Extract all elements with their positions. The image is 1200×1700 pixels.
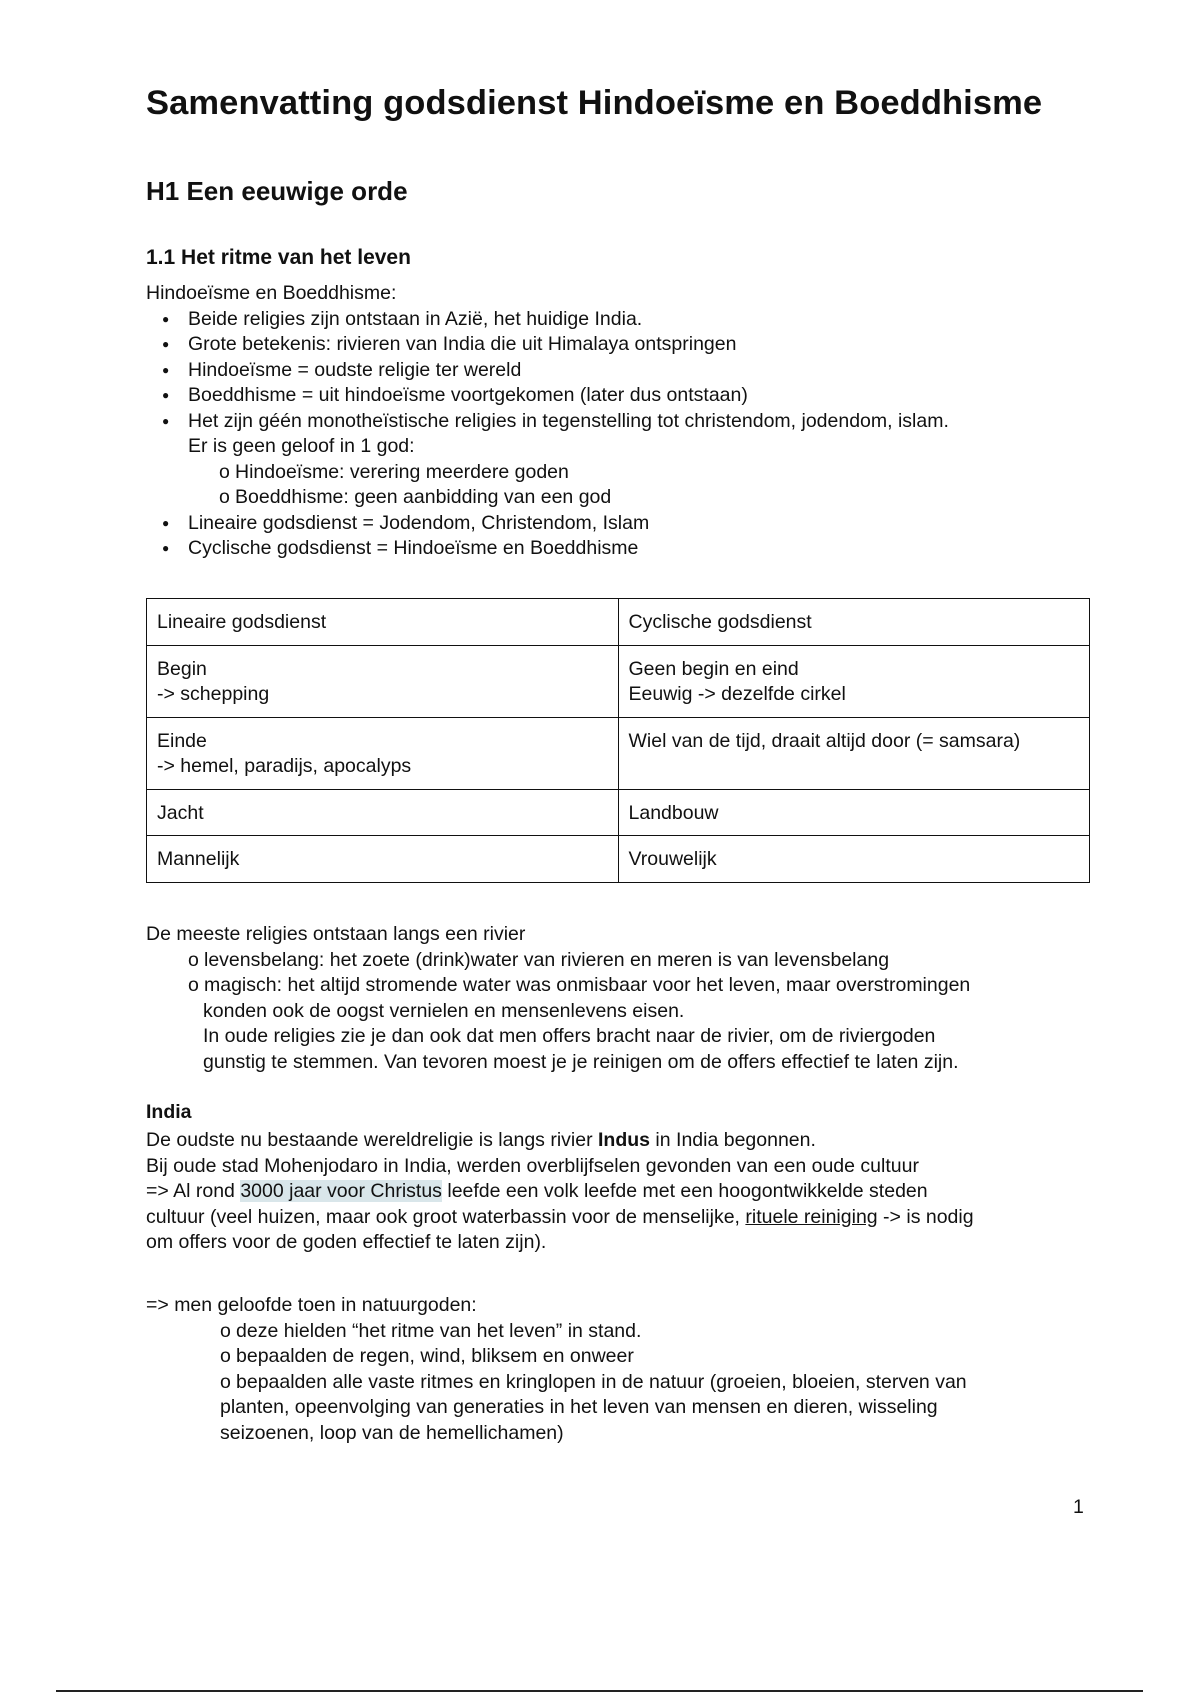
list-item: ● Hindoeïsme = oudste religie ter wereld [146,358,1091,384]
india-line: => Al rond 3000 jaar voor Christus leefde een volk leefde met een hoogontwikkelde steden [146,1180,928,1202]
table-cell: Wiel van de tijd, draait altijd door (= samsara) [618,717,1090,789]
underlined-text: rituele reiniging [745,1205,878,1228]
rivers-item-line: konden ook de oogst vernielen en mensenlevens eisen. [203,999,685,1022]
page-divider [56,1690,1143,1692]
chapter-heading: H1 Een eeuwige orde [146,176,408,206]
highlighted-text: 3000 jaar voor Christus [240,1180,442,1202]
table-cell: Geen begin en eind Eeuwig -> dezelfde cirkel [618,645,1090,717]
list-item: ● Cyclische godsdienst = Hindoeïsme en Boeddhisme [146,536,1091,562]
document-title: Samenvatting godsdienst Hindoeïsme en Boeddhisme [146,84,1043,122]
table-cell: Begin -> schepping [147,645,619,717]
india-heading: India [146,1101,192,1123]
rivers-item-line: In oude religies zie je dan ook dat men offers bracht naar de rivier, om de riviergoden [203,1025,936,1047]
india-line: cultuur (veel huizen, maar ook groot waterbassin voor de menselijke, rituele reiniging -> is nodig [146,1205,974,1228]
nature-item: o bepaalden alle vaste ritmes en kringlopen in de natuur (groeien, bloeien, sterven van planten, opeenvolging van generaties in het leven van mensen en dieren, wisseling seizoenen, loop van de hemellichamen) [146,1370,1091,1447]
india-line: om offers voor de goden effectief te laten zijn). [146,1231,547,1253]
intro-label: Hindoeïsme en Boeddhisme: [146,282,397,304]
rivers-intro: De meeste religies ontstaan langs een rivier [146,923,526,945]
india-line: De oudste nu bestaande wereldreligie is langs rivier Indus in India begonnen. [146,1129,816,1151]
sub-list-item: o Boeddhisme: geen aanbidding van een god [219,485,1091,511]
rivers-item-line: gunstig te stemmen. Van tevoren moest je je reinigen om de offers effectief te laten zijn. [203,1050,959,1073]
table-row [147,717,1090,789]
india-line: Bij oude stad Mohenjodaro in India, werden overblijfselen gevonden van een oude cultuur [146,1154,919,1177]
table-cell: Cyclische godsdienst [618,599,1090,646]
india-block [146,1128,1091,1256]
rivers-item: o magisch: het altijd stromende water was onmisbaar voor het leven, maar overstromingen [146,973,1091,999]
list-item: ● Boeddhisme = uit hindoeïsme voortgekomen (later dus ontstaan) [146,383,1091,409]
list-item-continuation: Er is geen geloof in 1 god: [188,435,415,457]
intro-block [146,281,1091,562]
table-row [147,836,1090,883]
sub-list-item: o Hindoeïsme: verering meerdere goden [219,460,1091,486]
rivers-item: o levensbelang: het zoete (drink)water van rivieren en meren is van levensbelang [146,948,1091,974]
table-row [147,645,1090,717]
table-row [147,789,1090,836]
bullet-list-1 [146,307,1091,562]
list-item-text: ● Het zijn géén monotheïstische religies in tegenstelling tot christendom, jodendom, islam. [188,409,949,432]
table-cell: Vrouwelijk [618,836,1090,883]
nature-gods-block [146,1293,1091,1446]
rivers-block [146,922,1091,1075]
section-heading: 1.1 Het ritme van het leven [146,246,411,269]
list-item: ● Beide religies zijn ontstaan in Azië, het huidige India. [146,307,1091,333]
table-cell: Jacht [147,789,619,836]
table-cell: Mannelijk [147,836,619,883]
list-item [146,409,1091,511]
comparison-table [146,598,1090,883]
sub-list [188,460,1091,511]
nature-item: o deze hielden “het ritme van het leven” in stand. [146,1319,1091,1345]
nature-intro: => men geloofde toen in natuurgoden: [146,1294,477,1316]
table-row [147,599,1090,646]
table-cell: Lineaire godsdienst [147,599,619,646]
nature-item: o bepaalden de regen, wind, bliksem en onweer [146,1344,1091,1370]
table-cell: Landbouw [618,789,1090,836]
table-cell: Einde -> hemel, paradijs, apocalyps [147,717,619,789]
list-item: ● Lineaire godsdienst = Jodendom, Christendom, Islam [146,511,1091,537]
page-number: 1 [1073,1496,1084,1518]
list-item: ● Grote betekenis: rivieren van India die uit Himalaya ontspringen [146,332,1091,358]
